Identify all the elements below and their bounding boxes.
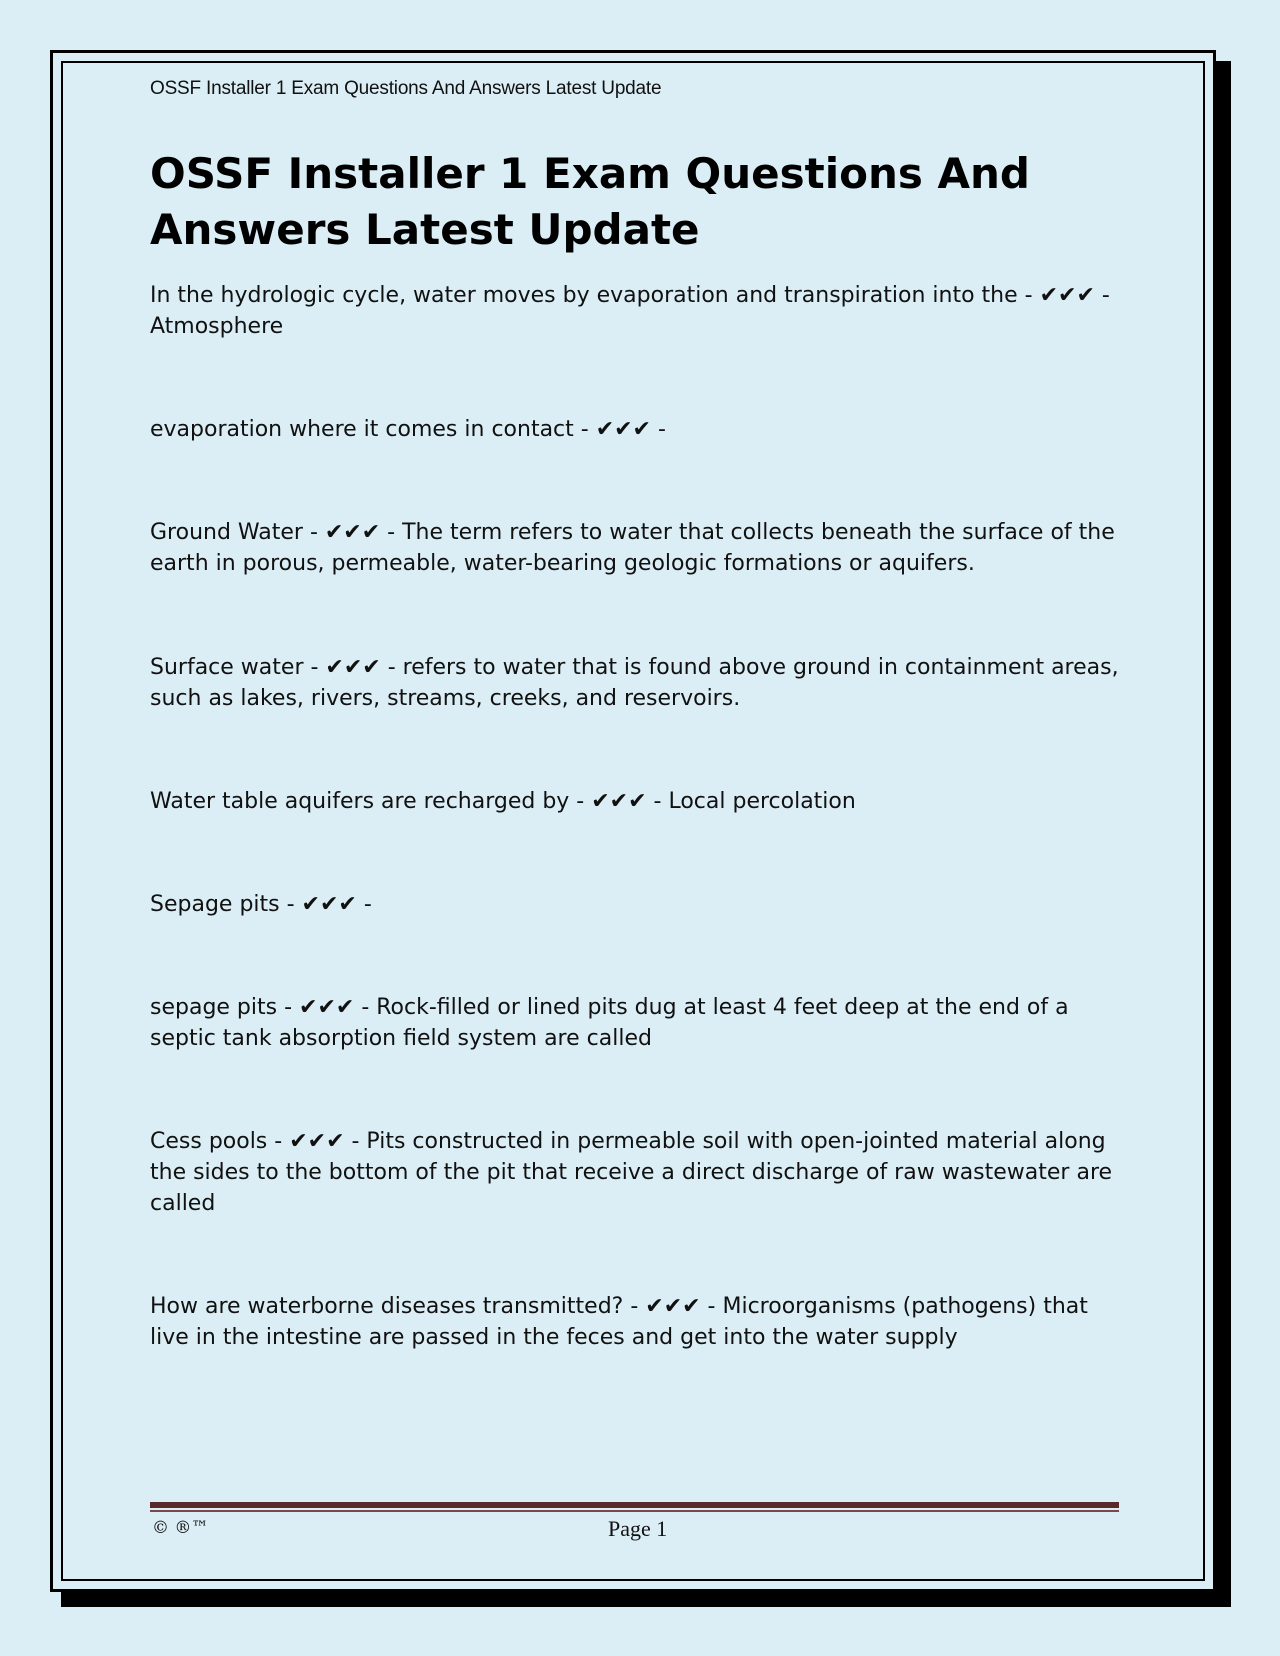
page-number: Page 1	[608, 1516, 668, 1541]
qa-item-5: Water table aquifers are recharged by - ✔✔✔ - Local percolation	[150, 789, 856, 814]
qa-item-8: Cess pools - ✔✔✔ - Pits constructed in permeable soil with open-jointed material along the sides to the bottom of the pit that receive a direct discharge of raw wastewater are called	[150, 1129, 1113, 1216]
qa-item-6: Sepage pits - ✔✔✔ -	[150, 892, 372, 917]
document-title: OSSF Installer 1 Exam Questions And Answers Latest Update	[150, 149, 1030, 254]
running-header: OSSF Installer 1 Exam Questions And Answers Latest Update	[150, 78, 662, 99]
qa-item-4: Surface water - ✔✔✔ - refers to water that is found above ground in containment areas, such as lakes, rivers, streams, creeks, and reservoirs.	[150, 655, 1119, 711]
qa-item-9: How are waterborne diseases transmitted? - ✔✔✔ - Microorganisms (pathogens) that live in the intestine are passed in the feces and get into the water supply	[150, 1294, 1088, 1350]
qa-item-3: Ground Water - ✔✔✔ - The term refers to water that collects beneath the surface of the earth in porous, permeable, water-bearing geologic formations or aquifers.	[150, 520, 1115, 576]
footer-rule-thin	[150, 1510, 1119, 1512]
footer-rule	[150, 1502, 1119, 1508]
qa-item-7: sepage pits - ✔✔✔ - Rock-filled or lined pits dug at least 4 feet deep at the end of a septic tank absorption field system are called	[150, 995, 1069, 1051]
footer-symbols: © ®™	[152, 1518, 209, 1538]
qa-item-2: evaporation where it comes in contact - ✔✔✔ -	[150, 417, 666, 442]
qa-item-1: In the hydrologic cycle, water moves by evaporation and transpiration into the - ✔✔✔ - Atmosphere	[150, 283, 1110, 339]
